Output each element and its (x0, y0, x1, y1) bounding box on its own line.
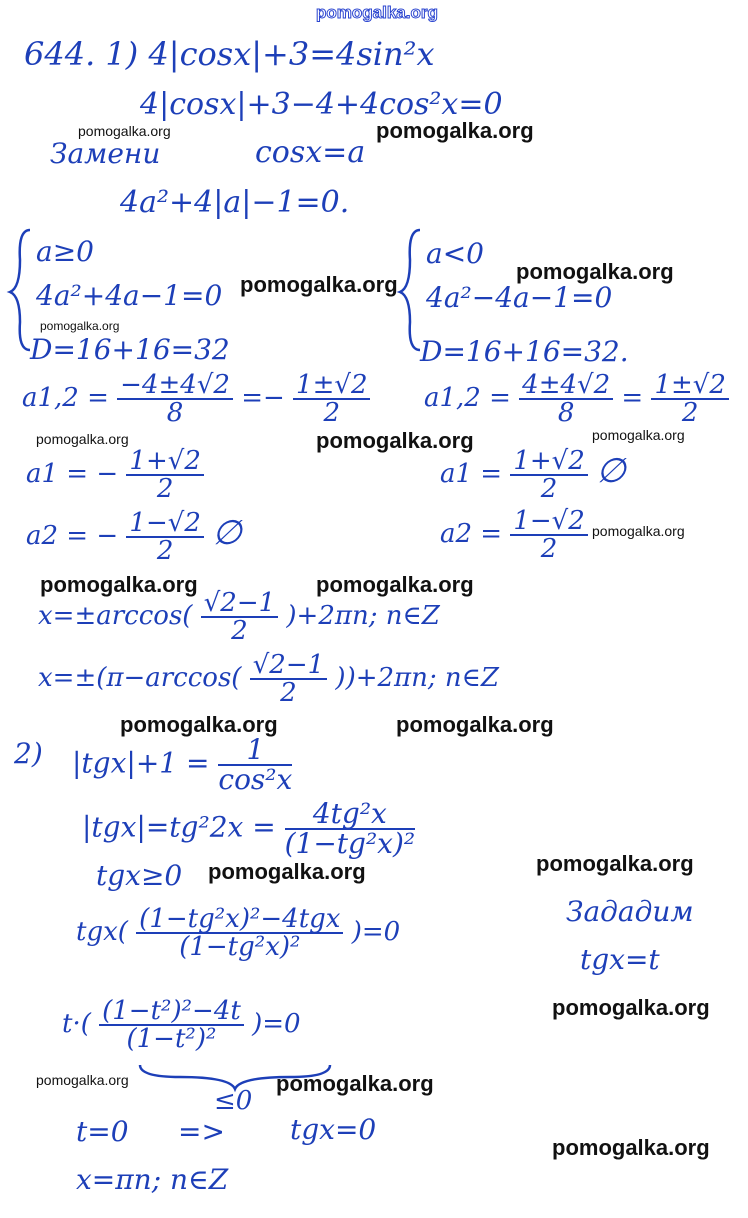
left-a1-num: 1+√2 (126, 448, 203, 476)
watermark[interactable]: pomogalka.org (552, 995, 710, 1020)
left-a2 (26, 510, 242, 564)
x1-post: )+2πn; n∈Z (286, 601, 440, 631)
right-a1-den: 2 (540, 474, 558, 504)
right-roots-num-2: 1±√2 (651, 372, 728, 400)
part2-step1-den: (1−tg²x)² (284, 827, 416, 860)
watermark[interactable]: pomogalka.org (36, 431, 129, 447)
right-a2-num: 1−√2 (510, 508, 587, 536)
part2-step3-post: )=0 (252, 1009, 301, 1039)
right-system-equation: 4a²−4a−1=0 (426, 281, 613, 314)
left-roots-num-2: 1±√2 (293, 372, 370, 400)
part2-step1-num: 4tg²x (285, 800, 416, 830)
right-a1-fraction (510, 448, 587, 502)
right-roots-fraction-2 (651, 372, 728, 426)
watermark[interactable]: pomogalka.org (208, 859, 366, 884)
substitution: cosx=a (255, 135, 366, 170)
right-roots-fraction (519, 372, 613, 426)
left-a1-lhs: a1 = − (26, 459, 119, 489)
x1-num: √2−1 (201, 590, 278, 618)
problem-number: 644. 1) (24, 35, 139, 73)
part2-step3-pre: t·( (62, 1009, 91, 1039)
watermark[interactable]: pomogalka.org (592, 427, 685, 443)
left-system-equation: 4a²+4a−1=0 (36, 279, 223, 312)
x2-pre: x=±(π−arccos( (38, 663, 242, 693)
watermark[interactable]: pomogalka.org (240, 272, 398, 297)
left-roots-num: −4±4√2 (117, 372, 233, 400)
watermark[interactable]: pomogalka.org (396, 712, 554, 737)
watermark[interactable]: pomogalka.org (552, 1135, 710, 1160)
watermark[interactable]: pomogalka.org (516, 259, 674, 284)
left-roots (22, 372, 370, 426)
part2-step1-lhs: |tgx|=tg²2x = (82, 810, 276, 844)
right-a2-lhs: a2 = (440, 519, 503, 549)
watermark[interactable]: pomogalka.org (36, 1072, 129, 1088)
part2-step1-fraction (284, 797, 416, 860)
watermark[interactable]: pomogalka.org (316, 572, 474, 597)
left-a2-lhs: a2 = − (26, 521, 119, 551)
left-a2-empty-set: ∅ (212, 513, 242, 553)
watermark[interactable]: pomogalka.org (592, 523, 685, 539)
part2-le-zero: ≤0 (214, 1086, 253, 1116)
part2-step2-post: )=0 (351, 917, 401, 947)
part2-step2-den: (1−tg²x)² (179, 932, 301, 962)
left-system-brace (10, 230, 30, 350)
right-a2-fraction (510, 508, 587, 562)
left-a2-den: 2 (156, 536, 174, 566)
part2-step-3 (62, 998, 301, 1052)
left-system-condition: a≥0 (36, 235, 94, 268)
right-system-condition: a<0 (426, 237, 484, 270)
part2-label: 2) (14, 737, 43, 770)
part2-sub-eq: tgx=t (580, 943, 660, 976)
watermark[interactable]: pomogalka.org (40, 572, 198, 597)
left-roots-fraction (117, 372, 233, 426)
right-roots-den: 8 (557, 398, 575, 428)
right-a1-num: 1+√2 (510, 448, 587, 476)
solution-x2 (38, 652, 499, 706)
solution-x1 (38, 590, 440, 644)
left-a1-fraction (126, 448, 203, 502)
part2-step3-num: (1−t²)²−4t (99, 998, 244, 1026)
problem-line-1 (24, 35, 435, 73)
quadratic-equation: 4a²+4|a|−1=0. (120, 185, 350, 220)
watermark[interactable]: pomogalka.org (120, 712, 278, 737)
substitution-word: Замени (50, 137, 161, 170)
part2-step-2 (76, 906, 400, 960)
right-a2 (440, 508, 588, 562)
part2-eq-den: cos²x (218, 763, 293, 796)
part2-eq-lhs: |tgx|+1 = (72, 746, 210, 780)
part2-step2-fraction (136, 906, 343, 960)
part2-step3-fraction (99, 998, 244, 1052)
part2-equation (72, 733, 293, 796)
part2-sub-word: Зададим (566, 895, 694, 928)
part2-step2-num: (1−tg²x)²−4tgx (136, 906, 343, 934)
watermark[interactable]: pomogalka.org (40, 319, 120, 333)
watermark[interactable]: pomogalka.org (276, 1071, 434, 1096)
left-a1-den: 2 (156, 474, 174, 504)
x1-pre: x=±arccos( (38, 601, 193, 631)
right-roots-eq: = (621, 383, 644, 413)
watermark[interactable]: pomogalka.org (376, 118, 534, 143)
left-discriminant: D=16+16=32 (30, 333, 230, 366)
x1-fraction (201, 590, 278, 644)
right-a1-empty-set: ∅ (596, 451, 626, 491)
right-a2-den: 2 (540, 534, 558, 564)
right-system-brace (400, 230, 420, 350)
part2-answer: x=πn; n∈Z (76, 1163, 229, 1196)
right-roots-lhs: a1,2 = (424, 383, 511, 413)
left-roots-lhs: a1,2 = (22, 383, 109, 413)
part2-step3-den: (1−t²)² (126, 1024, 217, 1054)
problem-equation: 4|cosx|+3=4sin²x (148, 35, 435, 73)
header-watermark[interactable]: pomogalka.org (316, 3, 438, 22)
left-roots-fraction-2 (293, 372, 370, 426)
x2-num: √2−1 (250, 652, 327, 680)
left-a2-num: 1−√2 (126, 510, 203, 538)
left-roots-den: 8 (166, 398, 184, 428)
left-a2-fraction (126, 510, 203, 564)
right-roots-num: 4±4√2 (519, 372, 613, 400)
x2-post: ))+2πn; n∈Z (335, 663, 499, 693)
right-roots (424, 372, 729, 426)
part2-condition: tgx≥0 (96, 859, 183, 892)
x2-fraction (250, 652, 327, 706)
left-a1 (26, 448, 204, 502)
right-a1 (440, 448, 626, 502)
part2-tg-zero: tgx=0 (290, 1113, 377, 1146)
x2-den: 2 (280, 678, 297, 708)
watermark[interactable]: pomogalka.org (78, 123, 171, 139)
watermark[interactable]: pomogalka.org (316, 428, 474, 453)
right-roots-den-2: 2 (681, 398, 699, 428)
left-roots-den-2: 2 (323, 398, 341, 428)
problem-step-1: 4|cosx|+3−4+4cos²x=0 (140, 87, 503, 122)
x1-den: 2 (231, 616, 248, 646)
part2-arrow: => (178, 1115, 225, 1148)
part2-t-zero: t=0 (76, 1115, 129, 1148)
part2-step2-pre: tgx( (76, 917, 128, 947)
right-discriminant: D=16+16=32. (420, 335, 629, 368)
watermark[interactable]: pomogalka.org (536, 851, 694, 876)
right-a1-lhs: a1 = (440, 459, 503, 489)
part2-step-1 (82, 797, 416, 860)
part2-eq-num: 1 (218, 736, 292, 766)
part2-eq-fraction (218, 733, 293, 796)
left-roots-eq: =− (241, 383, 285, 413)
